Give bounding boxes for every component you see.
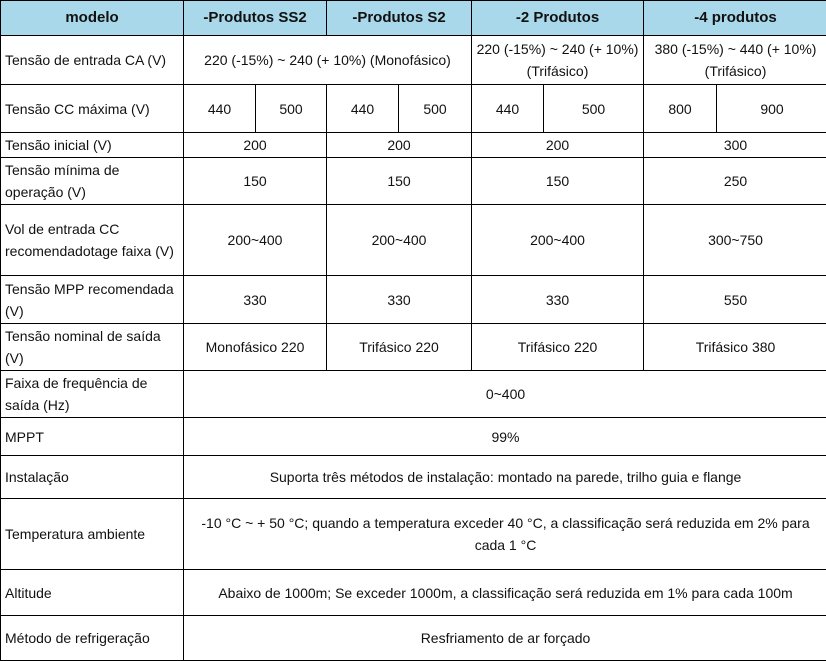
row-label: Método de refrigeração (1, 616, 184, 661)
table-row (1, 418, 826, 456)
table-row (1, 36, 826, 85)
table-cell: -10 °C ~ + 50 °C; quando a temperatura exceder 40 °C, a classificação será reduzida em 2% para cada 1 °C (184, 499, 826, 570)
table-row (1, 499, 826, 570)
table-cell: Suporta três métodos de instalação: montado na parede, trilho guia e flange (184, 456, 826, 499)
table-cell: 300~750 (644, 205, 826, 276)
table-cell: 220 (-15%) ~ 240 (+ 10%) (Trifásico) (472, 36, 644, 85)
table-cell: Monofásico 220 (184, 324, 327, 371)
header-4-produtos: -4 produtos (644, 1, 826, 36)
header-produtos-ss2: -Produtos SS2 (184, 1, 327, 36)
row-label: Altitude (1, 570, 184, 616)
table-row (1, 158, 826, 205)
header-2-produtos: -2 Produtos (472, 1, 644, 36)
row-label: Instalação (1, 456, 184, 499)
row-label: Temperatura ambiente (1, 499, 184, 570)
table-cell: 300 (644, 133, 826, 158)
row-label: Tensão CC máxima (V) (1, 85, 184, 133)
row-label: Vol de entrada CC recomendadotage faixa (V) (1, 205, 184, 276)
table-cell: 250 (644, 158, 826, 205)
row-label: Tensão mínima de operação (V) (1, 158, 184, 205)
row-label: MPPT (1, 418, 184, 456)
table-cell: 150 (472, 158, 644, 205)
table-row (1, 324, 826, 371)
table-cell: Resfriamento de ar forçado (184, 616, 826, 661)
table-row (1, 276, 826, 324)
table-cell: Trifásico 220 (472, 324, 644, 371)
table-cell: 220 (-15%) ~ 240 (+ 10%) (Monofásico) (184, 36, 472, 85)
table-row (1, 371, 826, 418)
table-cell: Abaixo de 1000m; Se exceder 1000m, a classificação será reduzida em 1% para cada 100m (184, 570, 826, 616)
table-row (1, 616, 826, 661)
table-cell: 150 (327, 158, 472, 205)
table-cell: 330 (327, 276, 472, 324)
table-cell: 900 (717, 85, 826, 133)
table-cell: 500 (256, 85, 327, 133)
table-cell: 380 (-15%) ~ 440 (+ 10%) (Trifásico) (644, 36, 826, 85)
table-cell: Trifásico 220 (327, 324, 472, 371)
table-cell: 800 (644, 85, 717, 133)
table-row (1, 570, 826, 616)
table-cell: 200~400 (184, 205, 327, 276)
table-cell: 330 (472, 276, 644, 324)
table-cell: 440 (327, 85, 399, 133)
table-cell: 330 (184, 276, 327, 324)
table-cell: 99% (184, 418, 826, 456)
table-cell: 440 (472, 85, 544, 133)
table-row (1, 85, 826, 133)
table-cell: 550 (644, 276, 826, 324)
table-cell: 500 (399, 85, 472, 133)
row-label: Tensão nominal de saída (V) (1, 324, 184, 371)
table-row (1, 456, 826, 499)
table-cell: 440 (184, 85, 256, 133)
table-cell: 0~400 (184, 371, 826, 418)
header-row (1, 1, 826, 36)
table-cell: 200~400 (472, 205, 644, 276)
header-produtos-s2: -Produtos S2 (327, 1, 472, 36)
table-cell: Trifásico 380 (644, 324, 826, 371)
table-row (1, 205, 826, 276)
row-label: Tensão MPP recomendada (V) (1, 276, 184, 324)
table-cell: 500 (544, 85, 644, 133)
table-cell: 200 (327, 133, 472, 158)
table-row (1, 133, 826, 158)
row-label: Tensão de entrada CA (V) (1, 36, 184, 85)
row-label: Tensão inicial (V) (1, 133, 184, 158)
table-cell: 200~400 (327, 205, 472, 276)
header-modelo: modelo (1, 1, 184, 36)
table-cell: 200 (184, 133, 327, 158)
table-cell: 150 (184, 158, 327, 205)
row-label: Faixa de frequência de saída (Hz) (1, 371, 184, 418)
table-cell: 200 (472, 133, 644, 158)
